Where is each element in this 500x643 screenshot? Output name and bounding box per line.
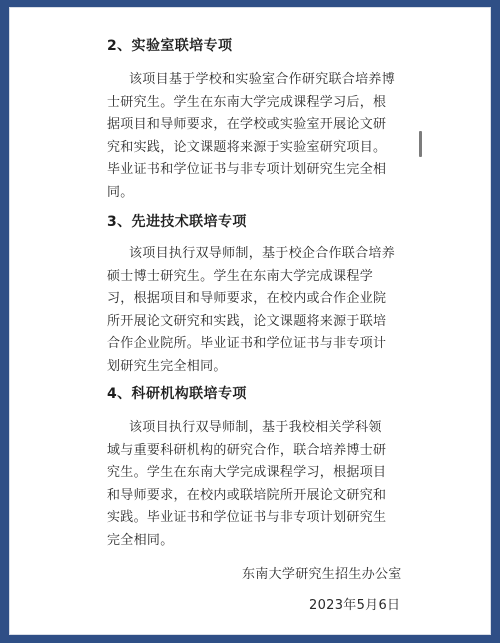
section-title-lab: 2、实验室联培专项 [107, 38, 233, 54]
text-line: 域与重要科研机构的研究合作，联合培养博士研 [107, 442, 387, 458]
text-line: 该项目执行双导师制，基于我校相关学科领 [129, 420, 382, 435]
section-title-research-institute: 4、科研机构联培专项 [107, 386, 247, 402]
section-body-advanced-tech [107, 243, 437, 378]
section-title-advanced-tech: 3、先进技术联培专项 [107, 214, 247, 230]
document-content [9, 7, 491, 635]
section-body-research-institute [107, 417, 437, 552]
document-page [9, 7, 491, 635]
text-line: 究生。学生在东南大学完成课程学习，根据项目 [107, 465, 387, 480]
text-line: 同。 [107, 184, 134, 200]
text-line: 士研究生。学生在东南大学完成课程学习后，根 [107, 94, 387, 110]
text-line: 和导师要求，在校内或联培院所开展论文研究和 [107, 487, 387, 503]
text-line: 该项目执行双导师制，基于校企合作联合培养 [129, 246, 396, 261]
text-line: 划研究生完全相同。 [107, 358, 227, 374]
signature-date: 2023年5月6日 [309, 598, 401, 613]
text-line: 该项目基于学校和实验室合作研究联合培养博 [129, 72, 396, 87]
text-line: 据项目和导师要求，在学校或实验室开展论文研 [107, 117, 387, 132]
text-line: 习，根据项目和导师要求，在校内或合作企业院 [107, 291, 387, 306]
text-line: 究和实践，论文课题将来源于实验室研究项目。 [107, 139, 387, 155]
text-line: 实践。毕业证书和学位证书与非专项计划研究生 [107, 510, 387, 525]
section-body-lab [107, 69, 437, 204]
text-line: 硕士博士研究生。学生在东南大学完成课程学 [107, 268, 374, 284]
text-line: 合作企业院所。毕业证书和学位证书与非专项计 [107, 336, 387, 351]
text-line: 毕业证书和学位证书与非专项计划研究生完全相 [107, 162, 387, 177]
text-line: 所开展论文研究和实践，论文课题将来源于联培 [107, 313, 387, 329]
text-line: 完全相同。 [107, 532, 174, 548]
signature-office: 东南大学研究生招生办公室 [242, 567, 402, 582]
